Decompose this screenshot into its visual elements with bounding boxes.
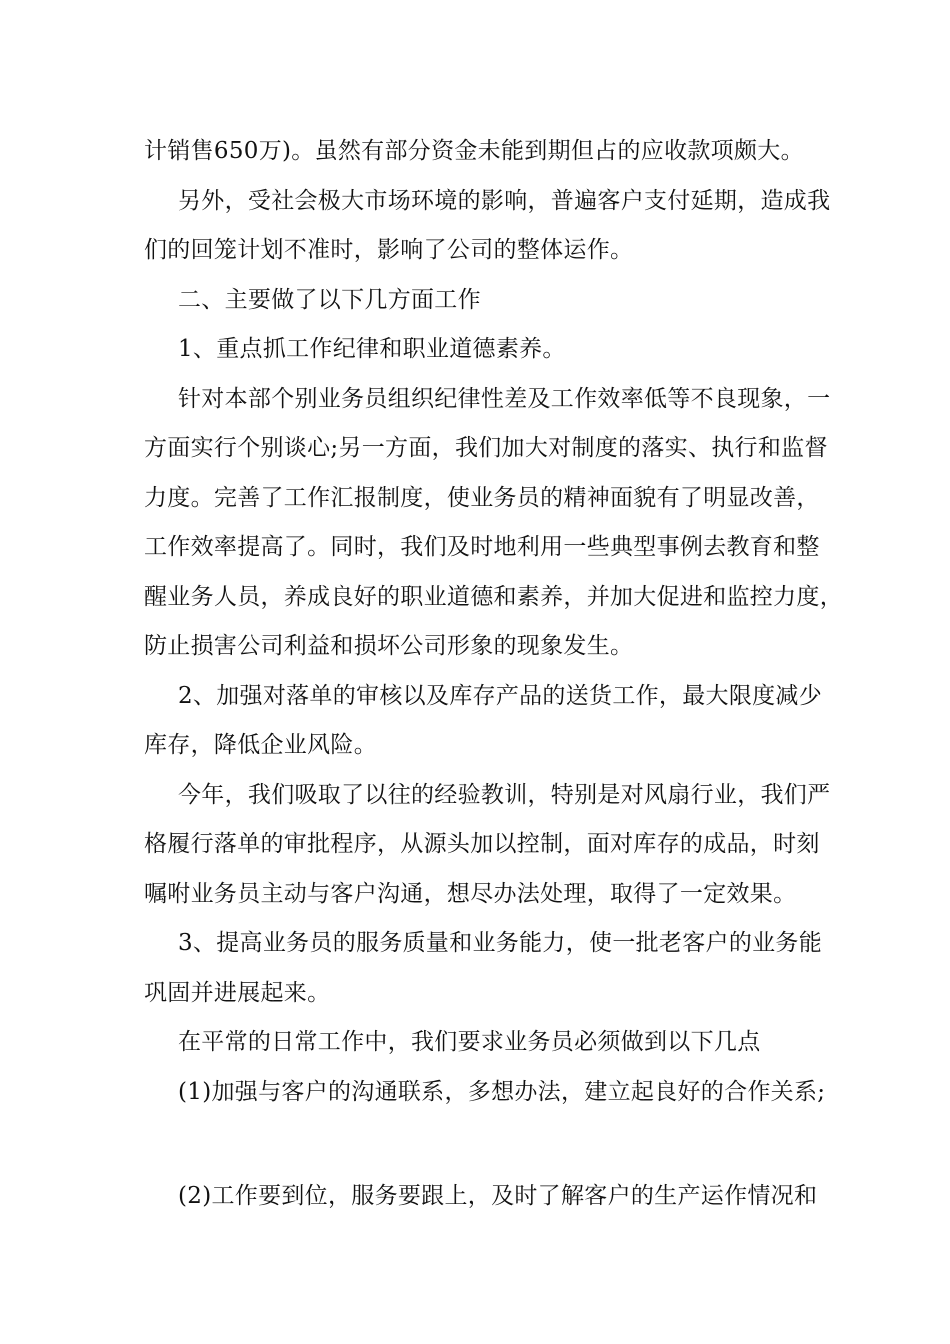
section-heading: 二、主要做了以下几方面工作: [178, 287, 481, 313]
paragraph-line: 今年，我们吸取了以往的经验教训，特别是对风扇行业，我们严: [178, 782, 831, 808]
paragraph-line: 力度。完善了工作汇报制度，使业务员的精神面貌有了明显改善，: [144, 485, 820, 511]
list-item: (1)加强与客户的沟通联系，多想办法，建立起良好的合作关系;: [178, 1079, 826, 1105]
paragraph-line: 防止损害公司利益和损坏公司形象的现象发生。: [144, 633, 634, 659]
paragraph-line: 醒业务人员，养成良好的职业道德和素养，并加大促进和监控力度，: [144, 584, 843, 610]
paragraph-line: 在平常的日常工作中，我们要求业务员必须做到以下几点: [178, 1029, 761, 1055]
paragraph-line: 格履行落单的审批程序，从源头加以控制，面对库存的成品，时刻: [144, 831, 820, 857]
paragraph-line: 们的回笼计划不准时，影响了公司的整体运作。: [144, 237, 634, 263]
paragraph-line: 方面实行个别谈心;另一方面，我们加大对制度的落实、执行和监督: [144, 435, 828, 461]
paragraph-line: 巩固并进展起来。: [144, 980, 331, 1006]
paragraph-line: 针对本部个别业务员组织纪律性差及工作效率低等不良现象，一: [178, 386, 831, 412]
paragraph-line: 另外，受社会极大市场环境的影响，普遍客户支付延期，造成我: [178, 188, 831, 214]
paragraph-line: 工作效率提高了。同时，我们及时地利用一些典型事例去教育和整: [144, 534, 820, 560]
list-item: (2)工作要到位，服务要跟上，及时了解客户的生产运作情况和: [178, 1183, 818, 1209]
subsection-heading: 1、重点抓工作纪律和职业道德素养。: [178, 336, 566, 362]
paragraph-line: 嘱咐业务员主动与客户沟通，想尽办法处理，取得了一定效果。: [144, 881, 797, 907]
subsection-heading: 3、提高业务员的服务质量和业务能力，使一批老客户的业务能: [178, 930, 823, 956]
paragraph-line: 计销售650万)。虽然有部分资金未能到期但占的应收款项颇大。: [144, 138, 804, 164]
paragraph-line: 库存，降低企业风险。: [144, 732, 377, 758]
subsection-heading: 2、加强对落单的审核以及库存产品的送货工作，最大限度减少: [178, 683, 823, 709]
